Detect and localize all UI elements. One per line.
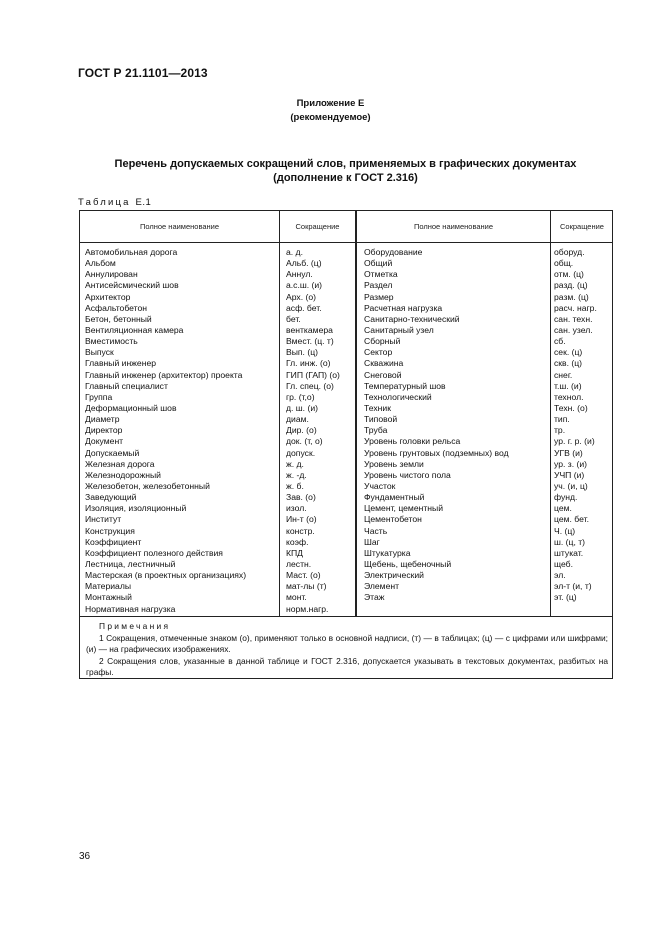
abbreviation-cell: констр. (286, 525, 315, 536)
document-code: ГОСТ Р 21.1101—2013 (78, 66, 208, 80)
full-name-cell: Часть (364, 525, 388, 536)
full-name-cell: Бетон, бетонный (85, 313, 152, 324)
column-divider (550, 211, 551, 616)
abbreviation-cell: цем. (554, 503, 572, 514)
full-name-cell: Деформационный шов (85, 402, 177, 413)
full-name-cell: Уровень грунтовых (подземных) вод (364, 447, 509, 458)
abbreviation-cell: отм. (ц) (554, 269, 584, 280)
full-name-cell: Цемент, цементный (364, 503, 444, 514)
full-name-cell: Выпуск (85, 347, 114, 358)
abbreviation-cell: ур. з. (и) (554, 458, 587, 469)
abbreviation-cell: асф. бет. (286, 302, 322, 313)
abbreviation-cell: Зав. (о) (286, 492, 316, 503)
notes-divider (80, 616, 613, 617)
abbreviation-cell: ж. д. (286, 458, 304, 469)
abbreviation-cell: скв. (ц) (554, 358, 583, 369)
abbreviation-cell: а.с.ш. (и) (286, 280, 323, 291)
abbreviation-cell: разм. (ц) (554, 291, 589, 302)
full-name-cell: Коэффициент полезного действия (85, 547, 223, 558)
full-name-cell: Труба (364, 425, 388, 436)
full-name-cell: Снеговой (364, 369, 402, 380)
abbreviation-cell: Ч. (ц) (554, 525, 576, 536)
abbreviation-cell: Альб. (ц) (286, 258, 322, 269)
column-divider-bold (355, 211, 357, 616)
abbreviation-cell: допуск. (286, 447, 316, 458)
abbreviation-cell: изол. (286, 503, 307, 514)
full-name-cell: Документ (85, 436, 124, 447)
abbreviation-cell: а. д. (286, 247, 303, 257)
abbreviation-cell: расч. нагр. (554, 302, 597, 313)
full-name-cell: Расчетная нагрузка (364, 302, 443, 313)
abbreviation-cell: Вмест. (ц. т) (286, 336, 334, 347)
note-2: 2 Сокращения слов, указанные в данной таблице и ГОСТ 2.316, допускается указывать в текстовых документах, разбитых на графы. (86, 655, 608, 678)
page-subtitle: (дополнение к ГОСТ 2.316) (273, 172, 418, 184)
abbreviation-cell: тр. (554, 425, 566, 436)
page-title: Перечень допускаемых сокращений слов, применяемых в графических документах (114, 158, 577, 170)
abbreviation-cell: эл. (554, 570, 566, 581)
full-name-cell: Группа (85, 391, 113, 402)
left-full-names-column (85, 247, 246, 615)
full-name-cell: Шаг (364, 536, 380, 547)
full-name-cell: Общий (364, 258, 393, 269)
abbreviation-cell: Вып. (ц) (286, 347, 318, 358)
abbreviation-cell: ГИП (ГАП) (о) (286, 369, 340, 380)
right-abbreviations-column (554, 247, 597, 604)
full-name-cell: Участок (364, 480, 396, 491)
full-name-cell: Вентиляционная камера (85, 324, 184, 335)
full-name-cell: Уровень головки рельса (364, 436, 461, 447)
column-divider (279, 211, 280, 616)
appendix-title: Приложение Е (296, 98, 365, 109)
abbreviation-cell: уч. (и, ц) (554, 480, 588, 491)
abbreviation-cell: разд. (ц) (554, 280, 588, 291)
full-name-cell: Асфальтобетон (85, 302, 148, 313)
full-name-cell: Технологический (364, 391, 432, 402)
table-notes (86, 621, 608, 679)
full-name-cell: Главный специалист (85, 380, 168, 391)
abbreviation-cell: технол. (554, 391, 584, 402)
full-name-cell: Главный инженер (85, 358, 157, 369)
full-name-cell: Директор (85, 425, 123, 436)
notes-title: Примечания (99, 621, 171, 631)
abbreviation-cell: КПД (286, 547, 304, 558)
abbreviation-cell: Маст. (о) (286, 570, 321, 581)
abbreviation-cell: мат-лы (т) (286, 581, 327, 592)
full-name-cell: Санитарный узел (364, 324, 434, 335)
abbreviation-cell: эт. (ц) (554, 592, 577, 603)
left-abbreviations-column (286, 247, 340, 615)
abbreviation-cell: Техн. (о) (554, 402, 588, 413)
abbreviation-cell: штукат. (554, 547, 584, 558)
abbreviation-cell: бет. (286, 313, 301, 324)
full-name-cell: Материалы (85, 581, 132, 592)
abbreviation-cell: щеб. (554, 558, 573, 569)
abbreviation-cell: сб. (554, 336, 566, 347)
abbreviation-cell: ж. -д. (286, 469, 307, 480)
full-name-cell: Фундаментный (364, 492, 425, 503)
full-name-cell: Элемент (364, 581, 400, 592)
header-full-name-right: Полное наименование (413, 222, 494, 231)
full-name-cell: Архитектор (85, 291, 131, 302)
abbreviation-cell: ж. б. (286, 480, 304, 491)
abbreviation-cell: снег. (554, 369, 573, 380)
abbreviation-cell: УЧП (и) (554, 469, 585, 480)
header-abbreviation-right: Сокращение (560, 222, 604, 231)
full-name-cell: Вместимость (85, 336, 138, 347)
abbreviation-cell: венткамера (286, 324, 333, 335)
full-name-cell: Антисейсмический шов (85, 280, 179, 291)
full-name-cell: Институт (85, 514, 122, 525)
full-name-cell: Этаж (364, 592, 385, 603)
abbreviation-cell: лестн. (286, 558, 312, 569)
full-name-cell: Мастерская (в проектных организациях) (85, 570, 247, 581)
full-name-cell: Щебень, щебеночный (364, 558, 452, 569)
abbreviation-cell: диам. (286, 414, 309, 425)
abbreviation-cell: Дир. (о) (286, 425, 317, 436)
full-name-cell: Цементобетон (364, 514, 422, 525)
right-full-names-column (364, 247, 509, 604)
abbreviation-cell: Аннул. (286, 269, 313, 280)
full-name-cell: Конструкция (85, 525, 135, 536)
abbreviation-cell: ур. г. р. (и) (554, 436, 595, 447)
full-name-cell: Оборудование (364, 247, 423, 257)
full-name-cell: Отметка (364, 269, 398, 280)
table-caption-number: Е.1 (135, 197, 152, 208)
abbreviation-cell: Гл. спец. (о) (286, 380, 334, 391)
abbreviation-cell: эл-т (и, т) (554, 581, 592, 592)
full-name-cell: Железнодорожный (85, 469, 161, 480)
header-divider (80, 242, 613, 243)
full-name-cell: Раздел (364, 280, 393, 291)
page-number: 36 (79, 851, 91, 862)
full-name-cell: Допускаемый (85, 447, 140, 458)
full-name-cell: Автомобильная дорога (85, 247, 178, 257)
abbreviation-cell: УГВ (и) (554, 447, 583, 458)
abbreviation-cell: Арх. (о) (286, 291, 316, 302)
abbreviation-cell: д. ш. (и) (286, 402, 318, 413)
abbreviation-cell: Ин-т (о) (286, 514, 317, 525)
appendix-subtitle: (рекомендуемое) (290, 112, 371, 123)
abbreviation-cell: т.ш. (и) (554, 380, 582, 391)
abbreviations-table (79, 210, 613, 679)
full-name-cell: Типовой (364, 414, 398, 425)
full-name-cell: Скважина (364, 358, 404, 369)
full-name-cell: Электрический (364, 570, 424, 581)
full-name-cell: Размер (364, 291, 394, 302)
full-name-cell: Изоляция, изоляционный (85, 503, 187, 514)
abbreviation-cell: сан. техн. (554, 313, 593, 324)
abbreviation-cell: сек. (ц) (554, 347, 583, 358)
full-name-cell: Санитарно-технический (364, 313, 460, 324)
abbreviation-cell: ш. (ц, т) (554, 536, 586, 547)
full-name-cell: Альбом (85, 258, 116, 269)
abbreviation-cell: док. (т, о) (286, 436, 323, 447)
abbreviation-cell: коэф. (286, 536, 309, 547)
full-name-cell: Монтажный (85, 592, 132, 603)
abbreviation-cell: сан. узел. (554, 324, 593, 335)
full-name-cell: Сборный (364, 336, 401, 347)
table-caption-label: Таблица (78, 197, 131, 208)
full-name-cell: Аннулирован (85, 269, 138, 280)
header-abbreviation-left: Сокращение (295, 222, 340, 231)
full-name-cell: Лестница, лестничный (85, 558, 176, 569)
abbreviation-cell: гр. (т,о) (286, 391, 315, 402)
abbreviation-cell: монт. (286, 592, 307, 603)
abbreviation-cell: цем. бет. (554, 514, 589, 525)
header-full-name-left: Полное наименование (139, 222, 220, 231)
table-caption (78, 197, 151, 208)
abbreviation-cell: общ. (554, 258, 574, 269)
abbreviation-cell: оборуд. (554, 247, 585, 257)
full-name-cell: Уровень чистого пола (364, 469, 451, 480)
note-1: 1 Сокращения, отмеченные знаком (о), применяют только в основной надписи, (т) — в таблицах; (ц) — с цифрами или шифрами; (и) — на графических изображениях. (86, 632, 608, 655)
abbreviation-cell: Гл. инж. (о) (286, 358, 331, 369)
full-name-cell: Уровень земли (364, 458, 424, 469)
abbreviation-cell: тип. (554, 414, 570, 425)
full-name-cell: Техник (364, 402, 391, 413)
full-name-cell: Штукатурка (364, 547, 411, 558)
full-name-cell: Диаметр (85, 414, 120, 425)
full-name-cell: Коэффициент (85, 536, 142, 547)
full-name-cell: Главный инженер (архитектор) проекта (85, 369, 243, 380)
full-name-cell: Железная дорога (85, 458, 155, 469)
full-name-cell: Железобетон, железобетонный (85, 480, 210, 491)
abbreviation-cell: фунд. (554, 492, 578, 503)
full-name-cell: Заведующий (85, 492, 137, 503)
full-name-cell: Температурный шов (364, 380, 446, 391)
full-name-cell: Нормативная нагрузка (85, 603, 176, 614)
abbreviation-cell: норм.нагр. (286, 603, 329, 614)
full-name-cell: Сектор (364, 347, 393, 358)
